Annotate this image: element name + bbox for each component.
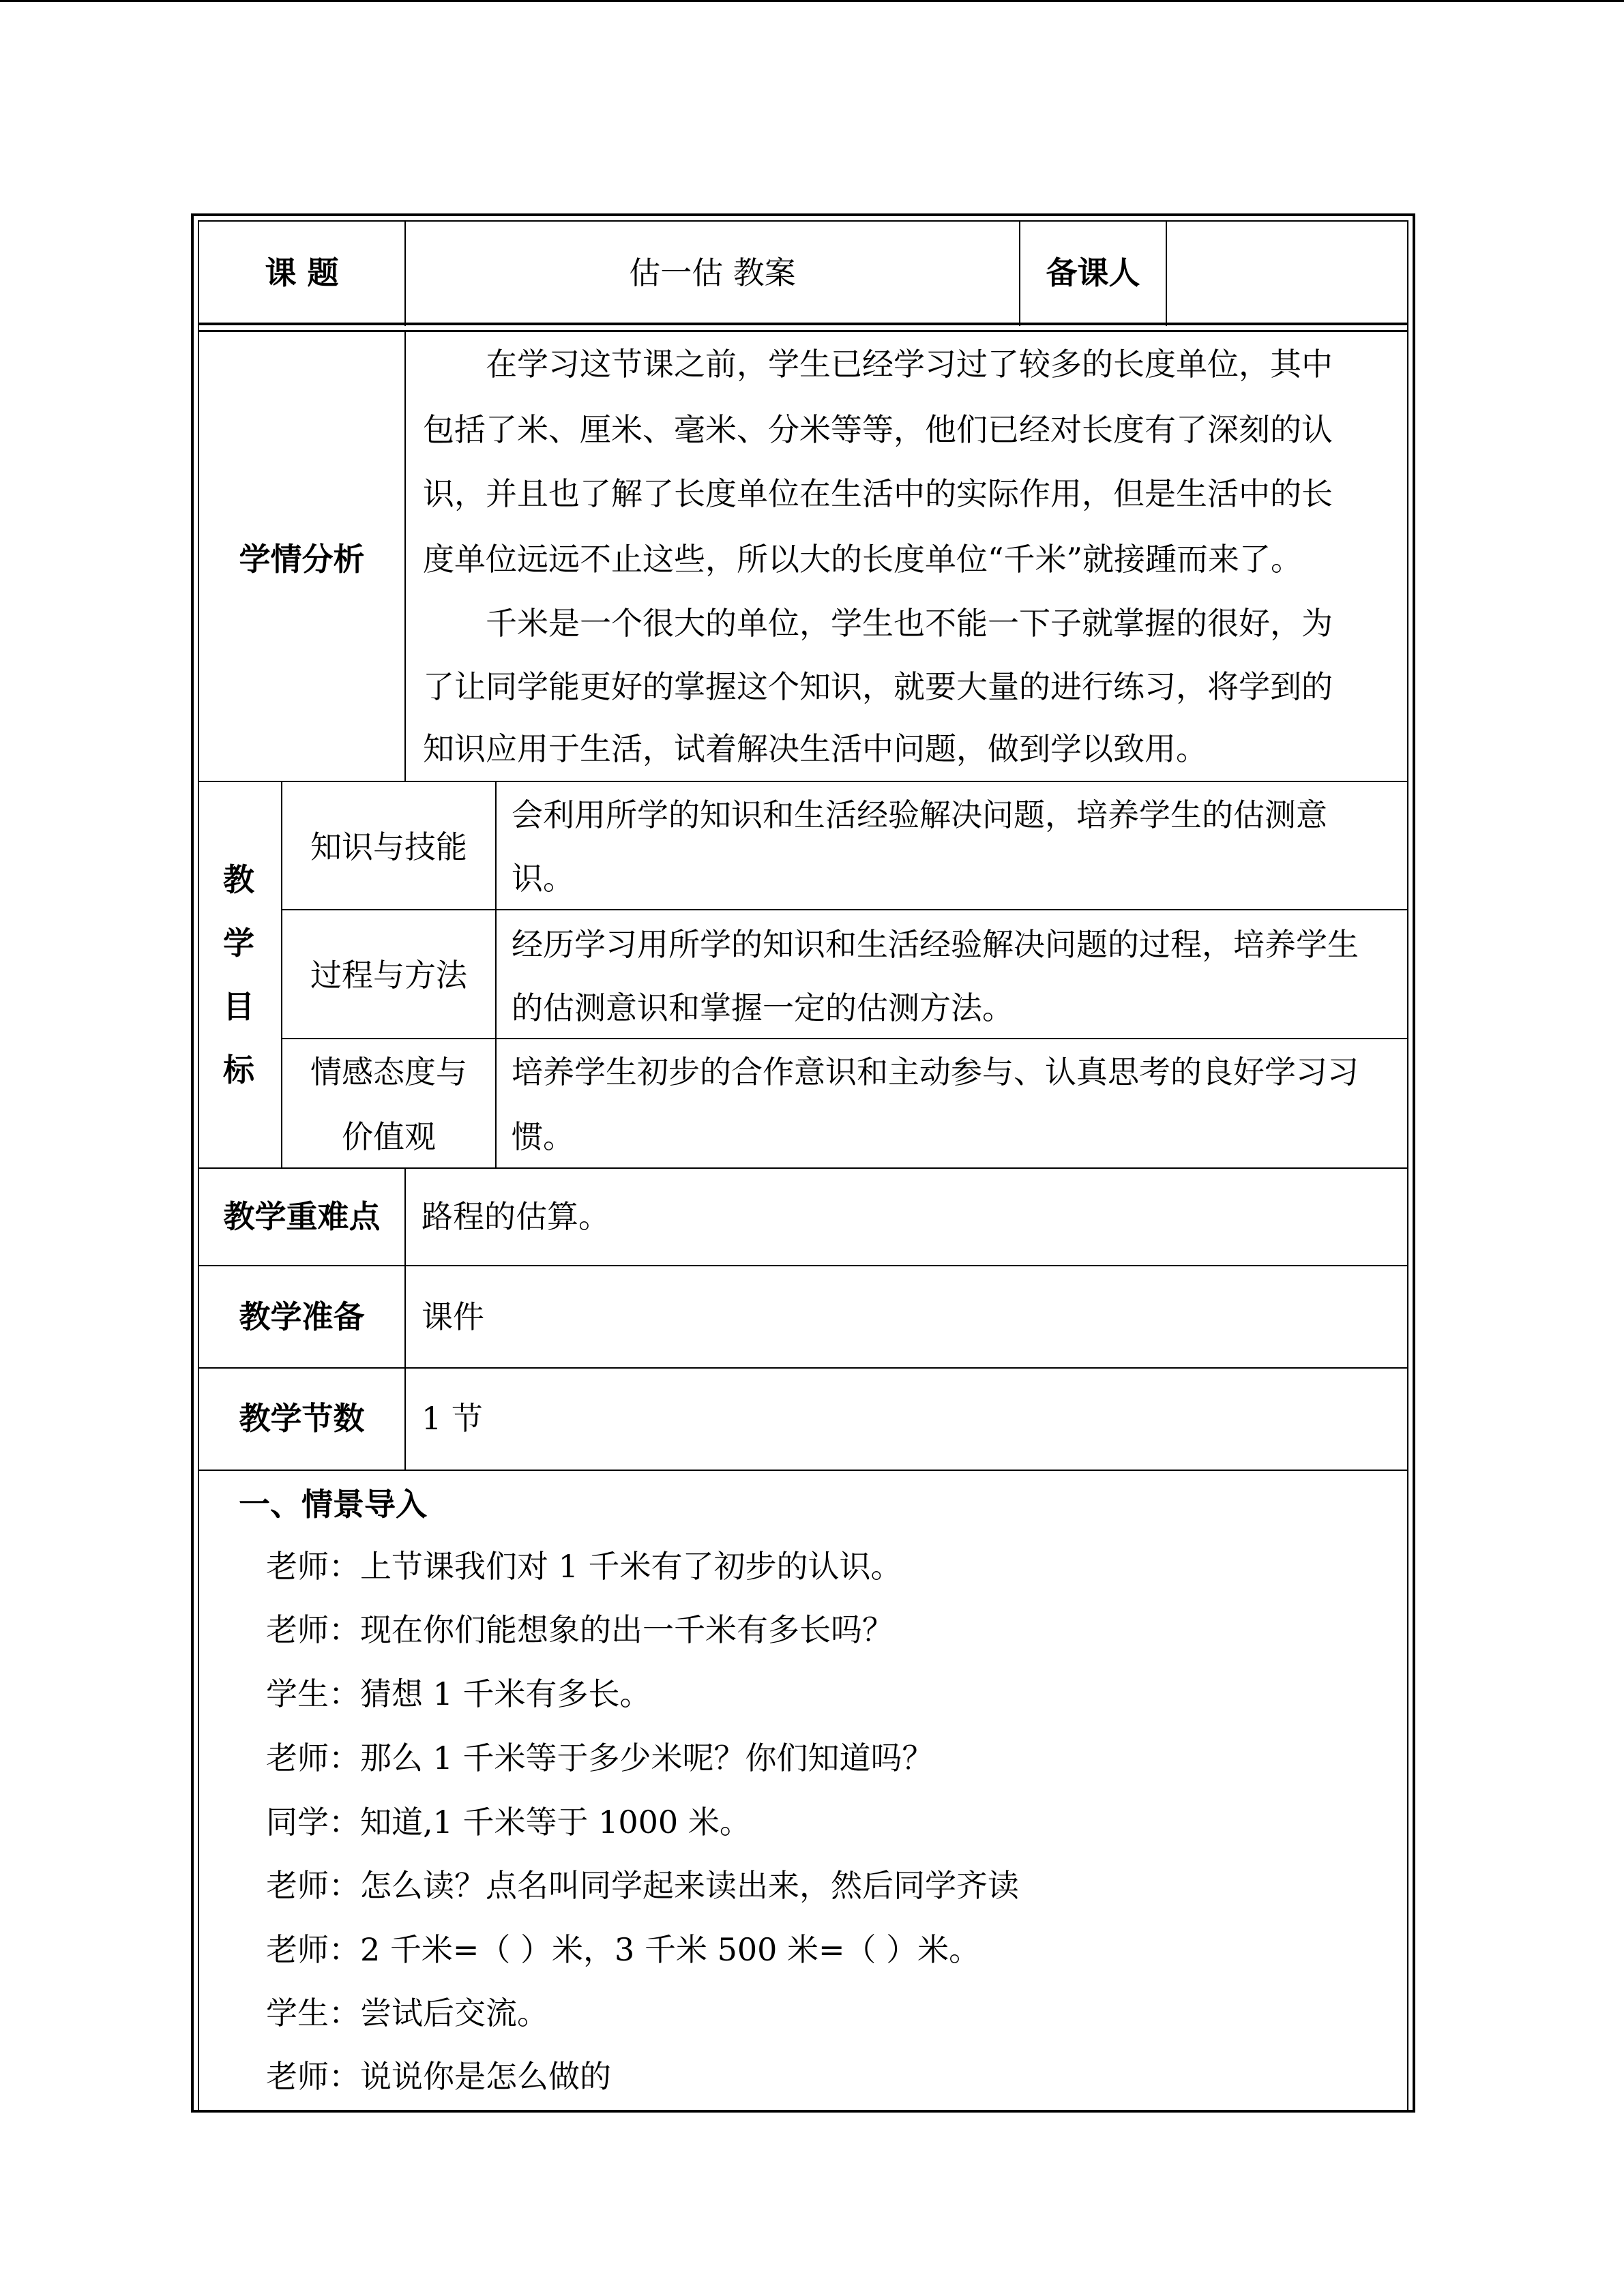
vrule-goals-2 (495, 782, 497, 1169)
topic-value: 估一估 教案 (629, 254, 796, 291)
goal-category-attitude: 情感态度与 (310, 1054, 467, 1090)
process-line: 学生：猜想 1 千米有多长。 (266, 1675, 651, 1712)
goal-category-attitude: 价值观 (342, 1118, 436, 1155)
vrule-header-3 (1166, 220, 1167, 326)
rule-goal-2 (281, 1038, 1408, 1039)
periods-label: 教学节数 (239, 1400, 365, 1437)
process-line: 老师：现在你们能想象的出一千米有多长吗？ (266, 1611, 894, 1648)
analysis-line: 了让同学能更好的掌握这个知识，就要大量的进行练习，将学到的 (423, 668, 1333, 705)
rule-goals-bottom (198, 1167, 1408, 1169)
vrule-info (404, 1169, 406, 1471)
process-line: 老师：2 千米=（ ）米，3 千米 500 米=（ ）米。 (266, 1931, 981, 1968)
goal-category-process: 过程与方法 (310, 957, 467, 994)
goal-category-knowledge: 知识与技能 (310, 829, 467, 865)
rule-preparation-bottom (198, 1367, 1408, 1369)
goal-content-attitude-line: 培养学生初步的合作意识和主动参与、认真思考的良好学习习 (512, 1054, 1359, 1090)
rule-header-bottom-1 (198, 323, 1408, 325)
analysis-line: 识，并且也了解了长度单位在生活中的实际作用，但是生活中的长 (423, 475, 1333, 512)
topic-label: 课 题 (265, 254, 339, 291)
process-line: 同学：知道,1 千米等于 1000 米。 (266, 1804, 751, 1840)
process-line: 学生：尝试后交流。 (266, 1995, 548, 2031)
key-points-label: 教学重难点 (223, 1198, 381, 1235)
analysis-line: 包括了米、厘米、毫米、分米等等，他们已经对长度有了深刻的认 (423, 411, 1333, 448)
rule-keypoints-bottom (198, 1265, 1408, 1266)
rule-top (198, 220, 1408, 222)
rule-analysis-bottom (198, 781, 1408, 782)
goal-content-knowledge-line: 会利用所学的知识和生活经验解决问题，培养学生的估测意 (512, 796, 1327, 833)
top-border-line (0, 0, 1624, 2)
vrule-analysis (404, 332, 406, 782)
preparer-label: 备课人 (1046, 254, 1140, 291)
goals-label-char: 目 (223, 988, 254, 1025)
analysis-line: 知识应用于生活，试着解决生活中问题，做到学以致用。 (423, 730, 1207, 767)
rule-periods-bottom (198, 1470, 1408, 1471)
process-line: 老师：怎么读？点名叫同学起来读出来，然后同学齐读 (266, 1867, 1019, 1904)
rule-goal-1 (281, 909, 1408, 910)
goal-content-process-line: 经历学习用所学的知识和生活经验解决问题的过程，培养学生 (512, 926, 1359, 963)
process-line: 老师：上节课我们对 1 千米有了初步的认识。 (266, 1548, 902, 1585)
analysis-label: 学情分析 (239, 541, 365, 578)
process-line: 老师：说说你是怎么做的 (266, 2058, 611, 2095)
key-points-value: 路程的估算。 (422, 1198, 610, 1235)
goal-content-process-line: 的估测意识和掌握一定的估测方法。 (512, 989, 1014, 1026)
preparation-label: 教学准备 (239, 1298, 365, 1335)
process-section-title: 一、情景导入 (239, 1486, 427, 1523)
analysis-line: 在学习这节课之前，学生已经学习过了较多的长度单位，其中 (486, 346, 1333, 383)
process-line: 老师：那么 1 千米等于多少米呢？你们知道吗？ (266, 1740, 934, 1776)
rule-header-bottom-2 (198, 330, 1408, 332)
analysis-line: 千米是一个很大的单位，学生也不能一下子就掌握的很好，为 (486, 605, 1333, 642)
goals-label-char: 标 (223, 1052, 254, 1088)
periods-value: 1 节 (422, 1400, 483, 1437)
goal-content-attitude-line: 惯。 (512, 1118, 574, 1155)
goals-label-char: 教 (223, 861, 254, 898)
analysis-line: 度单位远远不止这些，所以大的长度单位“千米”就接踵而来了。 (423, 541, 1303, 578)
preparation-value: 课件 (422, 1298, 484, 1335)
goals-label-char: 学 (223, 925, 254, 961)
goal-content-knowledge-line: 识。 (512, 860, 574, 897)
